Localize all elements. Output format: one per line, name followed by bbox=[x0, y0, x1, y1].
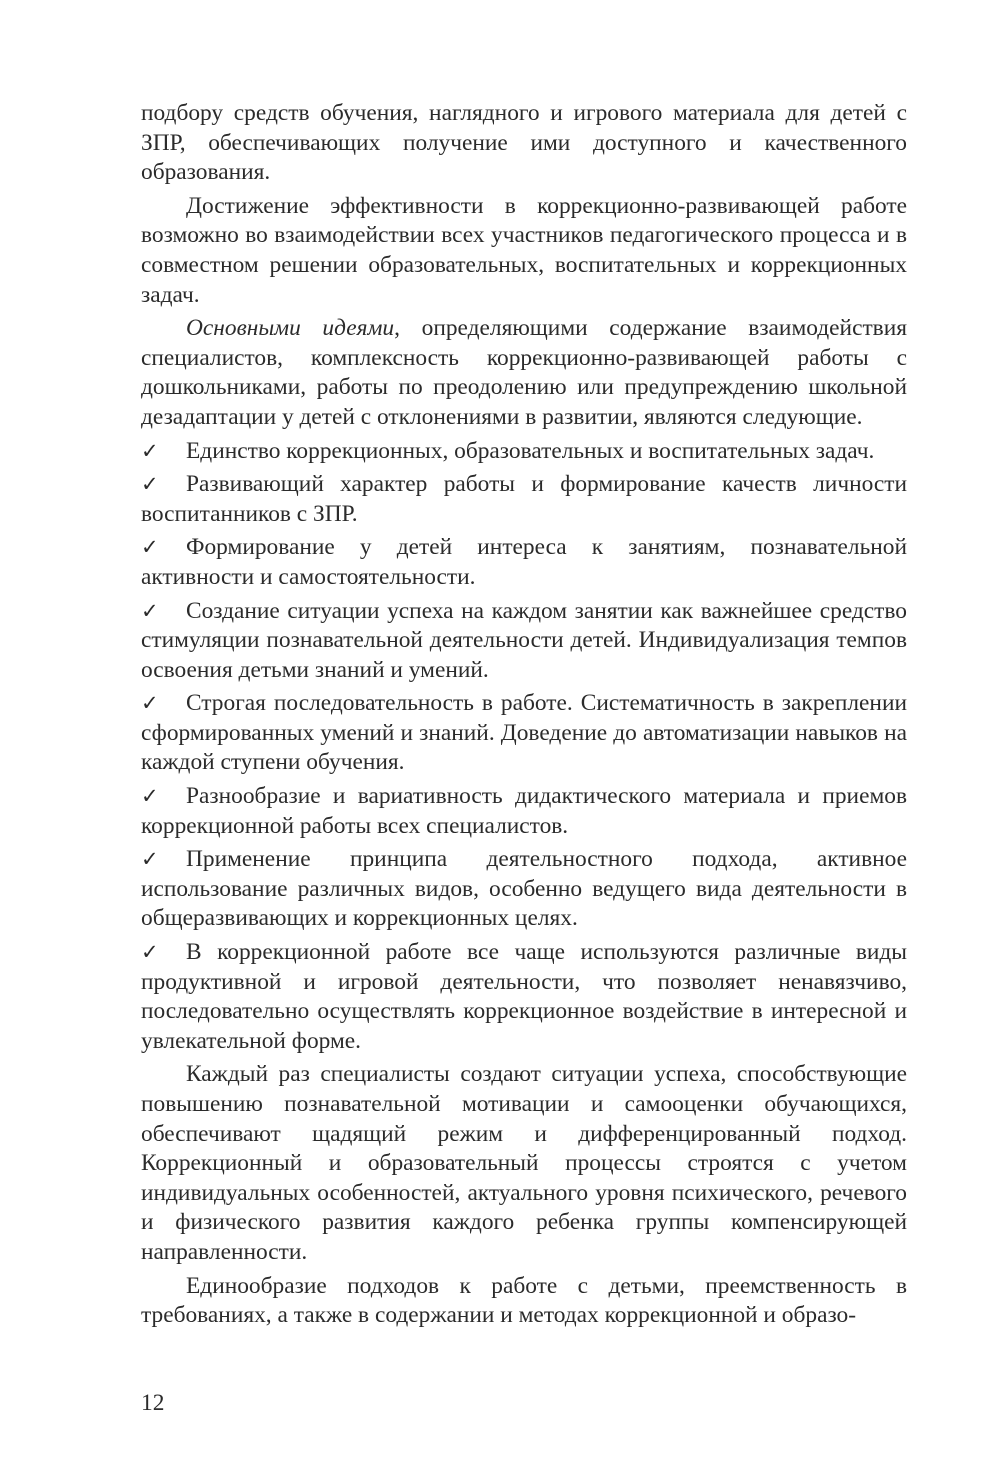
checkmark-icon: ✓ bbox=[141, 472, 159, 497]
paragraph-success-situations: Каждый раз специалисты создают ситуации успеха, способствующие повышению познавательной мотивации и самооценки обучающихся, обеспечивают щадящий режим и дифференцированный подход. Коррекционный и образовательный процессы строятся с учетом индивидуальных особенностей, актуального уровня психического, речевого и физического развития каждого ребенка группы компенсирующей направленности. bbox=[141, 1061, 907, 1265]
list-item bbox=[141, 533, 907, 592]
main-ideas-italic: Основными идеями bbox=[186, 315, 395, 342]
list-item bbox=[141, 597, 907, 686]
paragraph-effectiveness: Достижение эффективности в коррекционно-развивающей работе возможно во взаимодействии всех участников педагогического процесса и в совместном решении образовательных, воспитательных и коррекционных задач. bbox=[141, 192, 907, 308]
list-item-text: Единство коррекционных, образовательных и воспитательных задач. bbox=[186, 437, 875, 464]
list-item bbox=[141, 437, 907, 467]
list-item-text: В коррекционной работе все чаще используются различные виды продуктивной и игровой деятельности, что позволяет ненавязчиво, последовательно осуществлять коррекционное воздействие в интересной и увлекательной форме. bbox=[141, 939, 907, 1054]
list-item-text: Строгая последовательность в работе. Систематичность в закреплении сформированных умений и знаний. Доведение до автоматизации навыков на каждой ступени обучения. bbox=[141, 690, 907, 776]
checkmark-icon: ✓ bbox=[141, 438, 159, 463]
main-ideas-text: , определяющими содержание взаимодействия специалистов, комплексность коррекционно-развивающей работы с дошкольниками, работы по преодолению или предупреждению школьной дезадаптации у детей с отклонениями в развитии, являются следующие. bbox=[141, 315, 908, 430]
list-item bbox=[141, 689, 907, 778]
list-item-text: Формирование у детей интереса к занятиям, познавательной активности и самостоятельности. bbox=[141, 534, 907, 590]
list-item bbox=[141, 470, 907, 529]
checkmark-icon: ✓ bbox=[141, 598, 159, 623]
page-number: 12 bbox=[141, 1390, 165, 1416]
paragraph-main-ideas bbox=[141, 314, 907, 432]
checkmark-icon: ✓ bbox=[141, 691, 159, 716]
list-item bbox=[141, 938, 907, 1056]
checkmark-icon: ✓ bbox=[141, 940, 159, 965]
checkmark-icon: ✓ bbox=[141, 535, 159, 560]
list-item-text: Развивающий характер работы и формирование качеств личности воспитанников с ЗПР. bbox=[141, 471, 907, 527]
checkmark-icon: ✓ bbox=[141, 847, 159, 872]
paragraph-uniformity: Единообразие подходов к работе с детьми, преемственность в требованиях, а также в содержании и методах коррекционной и образо- bbox=[141, 1272, 907, 1329]
checkmark-icon: ✓ bbox=[141, 784, 159, 809]
list-item-text: Применение принципа деятельностного подхода, активное использование различных видов, особенно ведущего вида деятельности в общеразвивающих и коррекционных целях. bbox=[141, 846, 907, 932]
paragraph-continuation: подбору средств обучения, наглядного и игрового материала для детей с ЗПР, обеспечивающих получение ими доступного и качественного образования. bbox=[141, 100, 907, 186]
list-item bbox=[141, 845, 907, 934]
list-item-text: Разнообразие и вариативность дидактического материала и приемов коррекционной работы всех специалистов. bbox=[141, 783, 907, 839]
page-body bbox=[141, 99, 907, 1335]
list-item bbox=[141, 782, 907, 841]
list-item-text: Создание ситуации успеха на каждом занятии как важнейшее средство стимуляции познавательной деятельности детей. Индивидуализация темпов освоения детьми знаний и умений. bbox=[141, 597, 907, 683]
